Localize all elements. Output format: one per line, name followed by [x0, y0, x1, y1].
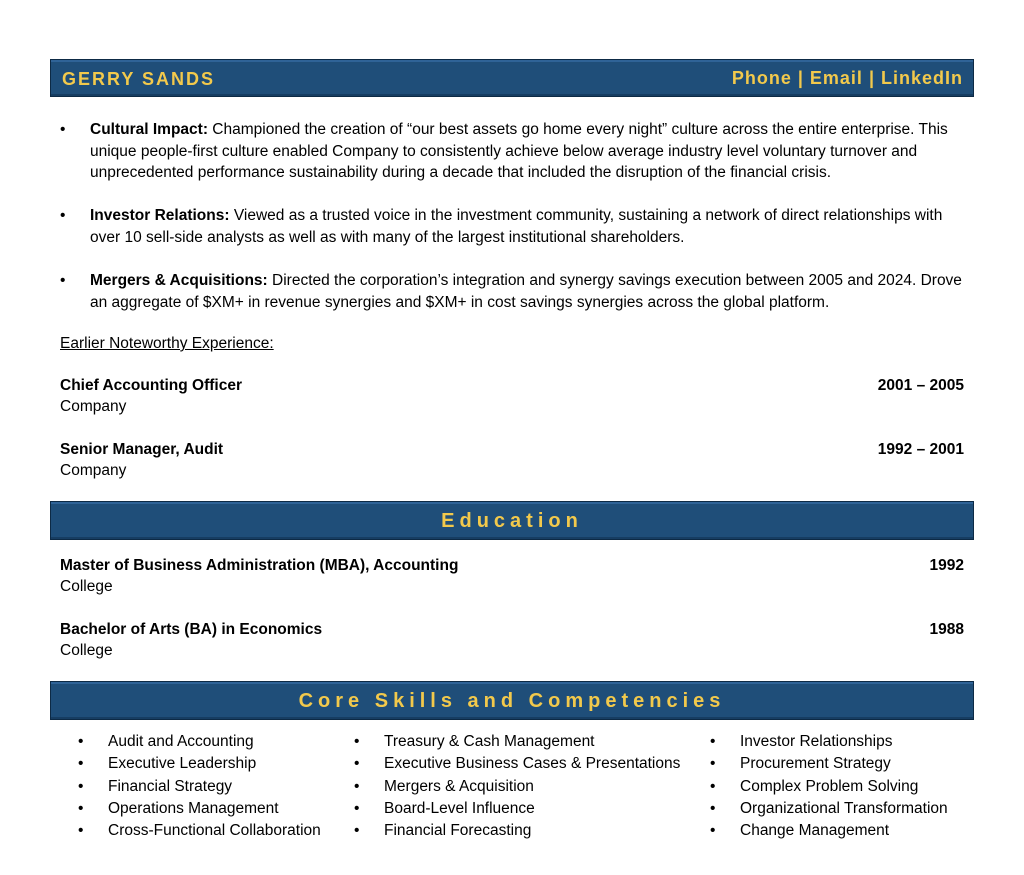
achievement-list — [60, 205, 970, 248]
skill-item: • Audit and Accounting — [78, 731, 321, 753]
skill-item: • Change Management — [710, 820, 948, 842]
skills-column-3 — [710, 731, 948, 842]
bullet-icon: • — [60, 207, 66, 224]
achievement-title: Mergers & Acquisitions: — [90, 272, 268, 289]
education-heading: Education — [441, 510, 583, 532]
candidate-name: GERRY SANDS — [62, 69, 216, 89]
skills-column-2 — [354, 731, 680, 842]
achievement-item — [60, 270, 970, 313]
job-title: Chief Accounting Officer — [60, 377, 242, 394]
degree-school: College — [60, 642, 113, 659]
skills-band — [50, 681, 974, 720]
skill-item: • Procurement Strategy — [710, 753, 948, 775]
header-band — [50, 59, 974, 97]
achievement-list — [60, 119, 970, 184]
job-dates: 2001 – 2005 — [877, 377, 964, 394]
skill-item: • Operations Management — [78, 798, 321, 820]
degree-year: 1992 — [929, 557, 964, 574]
contact-separator: | — [797, 68, 804, 88]
bullet-icon: • — [60, 121, 66, 138]
degree-year: 1988 — [929, 621, 964, 638]
phone-link[interactable]: Phone — [731, 68, 792, 88]
skill-item: • Cross-Functional Collaboration — [78, 820, 321, 842]
skill-item: • Treasury & Cash Management — [354, 731, 680, 753]
skill-item: • Executive Business Cases & Presentations — [354, 753, 680, 775]
skill-item: • Financial Strategy — [78, 776, 321, 798]
education-band — [50, 501, 974, 540]
bullet-icon: • — [60, 272, 66, 289]
skill-item: • Executive Leadership — [78, 753, 321, 775]
email-link[interactable]: Email — [809, 68, 863, 88]
achievement-text: Viewed as a trusted voice in the investment community, sustaining a network of direct relationships with over 10 sell-side analysts as well as with many of the largest institutional shareholders. — [90, 207, 943, 246]
achievement-text: Championed the creation of “our best assets go home every night” culture across the entire enterprise. This unique people-first culture enabled Company to consistently achieve below average industry level voluntary turnover and unprecedented performance sustainability during a decade that included the disruption of the financial crisis. — [90, 121, 948, 181]
skill-item: • Organizational Transformation — [710, 798, 948, 820]
degree-school: College — [60, 578, 113, 595]
earlier-experience-heading: Earlier Noteworthy Experience: — [60, 335, 274, 352]
achievement-title: Cultural Impact: — [90, 121, 208, 138]
achievement-item — [60, 205, 970, 248]
achievement-title: Investor Relations: — [90, 207, 230, 224]
job-dates: 1992 – 2001 — [877, 441, 964, 458]
linkedin-link[interactable]: LinkedIn — [880, 68, 963, 88]
degree-title: Master of Business Administration (MBA), Accounting — [60, 557, 459, 574]
contact-separator: | — [868, 68, 875, 88]
job-company: Company — [60, 462, 127, 479]
achievement-text: Directed the corporation’s integration and synergy savings execution between 2005 and 2024. Drove an aggregate of $XM+ in revenue synergies and $XM+ in cost savings synergies across the global platform. — [90, 272, 962, 311]
skill-item: • Investor Relationships — [710, 731, 948, 753]
skill-item: • Mergers & Acquisition — [354, 776, 680, 798]
achievement-list — [60, 270, 970, 313]
contact-info — [732, 68, 963, 89]
job-title: Senior Manager, Audit — [60, 441, 224, 458]
achievement-item — [60, 119, 970, 184]
job-company: Company — [60, 398, 127, 415]
skill-item: • Board-Level Influence — [354, 798, 680, 820]
skill-item: • Complex Problem Solving — [710, 776, 948, 798]
skill-item: • Financial Forecasting — [354, 820, 680, 842]
skills-heading: Core Skills and Competencies — [298, 690, 726, 712]
degree-title: Bachelor of Arts (BA) in Economics — [60, 621, 323, 638]
skills-column-1 — [78, 731, 321, 842]
